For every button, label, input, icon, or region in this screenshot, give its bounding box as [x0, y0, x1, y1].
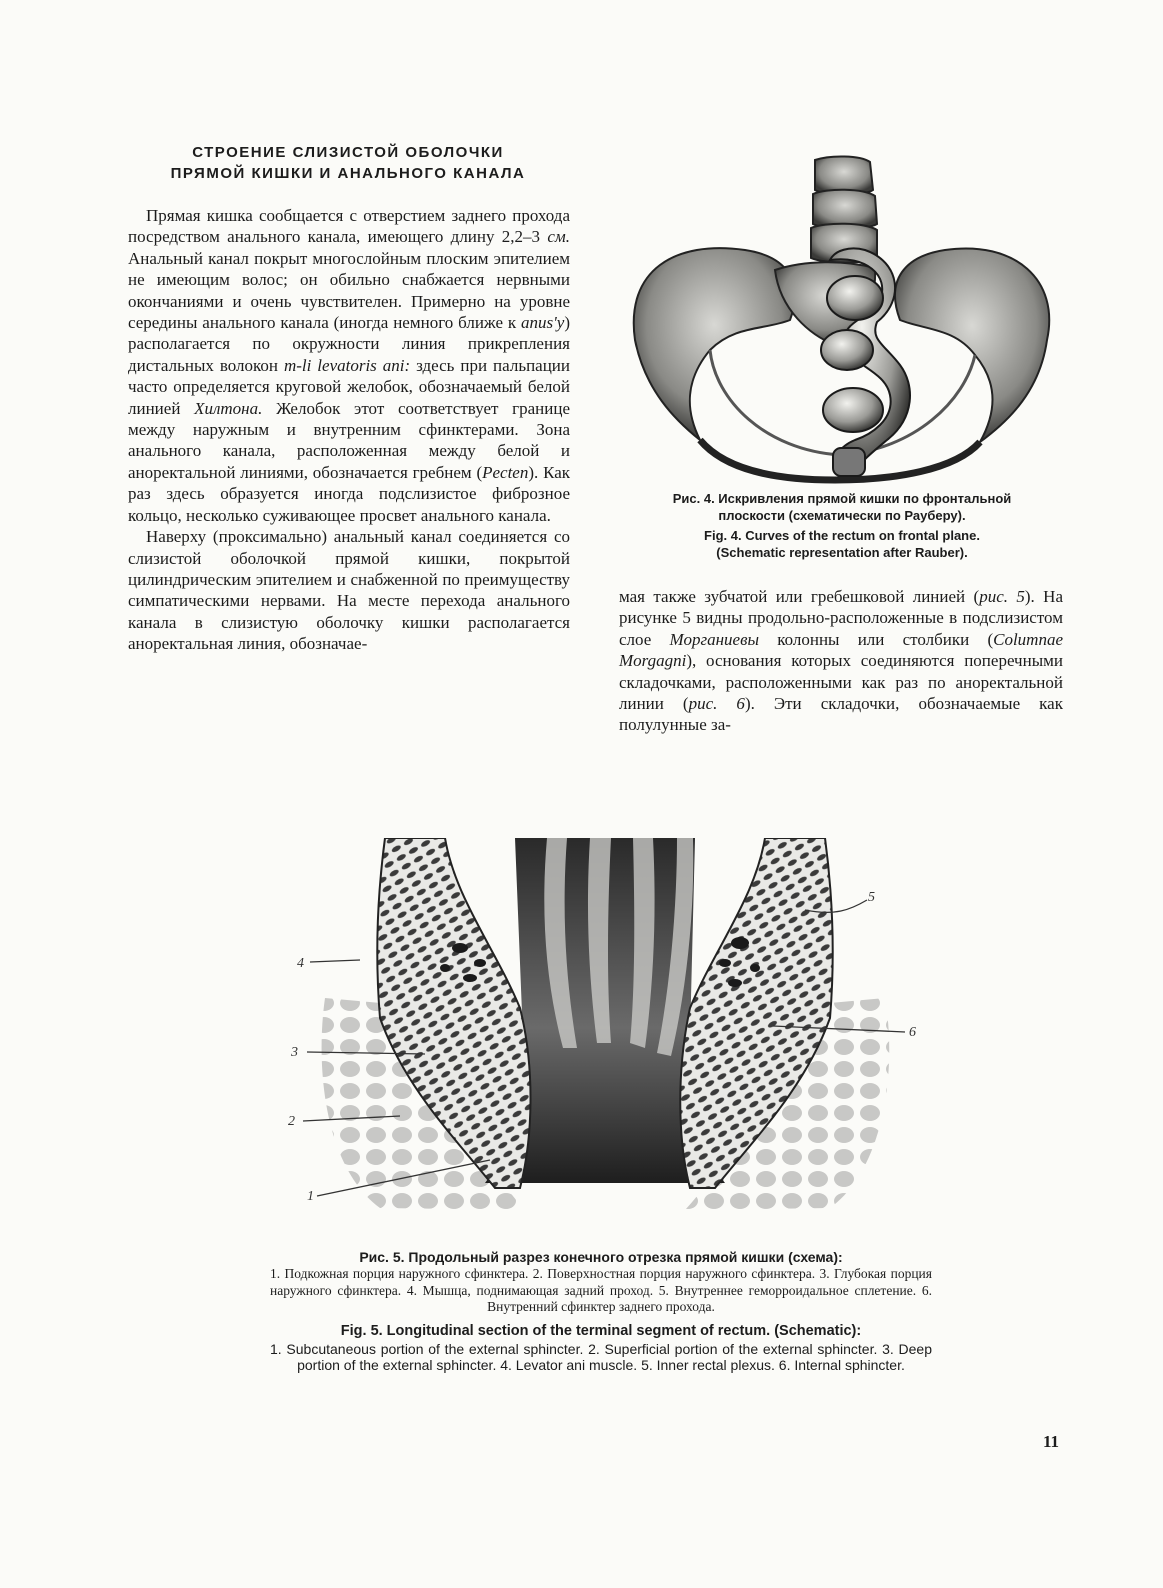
- heading-line-1: СТРОЕНИЕ СЛИЗИСТОЙ ОБОЛОЧКИ: [192, 144, 504, 161]
- paragraph-3: [619, 586, 1063, 736]
- right-iliac-wing: [895, 248, 1049, 442]
- text-run: колонны или столбики (: [777, 629, 994, 649]
- fig4-caption-ru: [612, 490, 1072, 524]
- figure-5-caption: [270, 1248, 932, 1374]
- page-number: 11: [1043, 1432, 1060, 1451]
- figure-5-label-3: 3: [291, 1045, 298, 1060]
- figure-5-label-5: 5: [868, 890, 875, 905]
- fig5-caption-en-title: Fig. 5. Longitudinal section of the terminal segment of rectum. (Schematic):: [340, 1322, 862, 1339]
- figure-5-label-1: 1: [307, 1189, 314, 1204]
- text-run: ), основания которых соединяются поперечными складочками, расположенными как раз по аноректальной линии (: [619, 651, 1063, 714]
- left-iliac-wing: [634, 248, 795, 440]
- fig5-caption-en-body: 1. Subcutaneous portion of the external sphincter. 2. Superficial portion of the external sphincter. 3. Deep portion of the external sphincter. 4. Levator ani muscle. 5. Inner rectal plexus. 6. Internal sphincter.: [270, 1340, 932, 1373]
- figure-5-label-2: 2: [288, 1114, 295, 1129]
- text-run: Анальный канал покрыт многослойным плоским эпителием не имеющим волос; он обильно снабжается нервными окончаниями и очень чувствителен. Примерно на уровне середины анального канала (иногда немного ближе к: [128, 248, 570, 333]
- term-anus: anus'у: [521, 313, 565, 333]
- figure-4-caption: [612, 490, 1072, 561]
- fig5-caption-ru-title: Рис. 5. Продольный разрез конечного отрезка прямой кишки (схема):: [359, 1249, 843, 1265]
- figure-4-pelvis-illustration: [615, 150, 1067, 485]
- text-run: здесь при пальпации часто определяется круговой желобок, обозначаемый белой линией: [128, 355, 571, 418]
- term-morgani: Морганиевы: [669, 629, 759, 649]
- term-pecten: Pecten: [482, 462, 529, 482]
- figure-ref-5: рис. 5: [979, 587, 1025, 606]
- fig4-caption-en: [612, 527, 1072, 561]
- fig5-caption-ru-body: 1. Подкожная порция наружного сфинктера. 2. Поверхностная порция наружного сфинктера. 3. Глубокая порция наружного сфинктера. 4. Мышца, поднимающая задний проход. 5. Внутреннее геморроидальное сплетение. 6. Внутренний сфинктер заднего прохода.: [270, 1266, 932, 1314]
- figure-5-label-4: 4: [297, 956, 304, 971]
- term-levator: m-li levatoris ani:: [283, 355, 411, 375]
- text-run: Желобок этот соответствует границе между наружным и внутренним сфинктерами. Зона анального канала, расположенная между белой и аноректальной линиями, обозначается гребнем (: [128, 398, 571, 482]
- paragraph-1: [128, 205, 570, 526]
- text-run: мая также зубчатой или гребешковой линией (: [619, 587, 980, 606]
- figure-5-label-6: 6: [909, 1025, 916, 1040]
- text-run: ). Как раз здесь образуется иногда подслизистое фиброзное кольцо, несколько суживающее просвет анального канала.: [128, 462, 570, 525]
- term-columnae: Columnae Morgagni: [619, 629, 1064, 671]
- caption-line: (Schematic representation after Rauber).: [716, 545, 968, 560]
- caption-line: плоскости (схематически по Рауберу).: [718, 508, 966, 523]
- caption-line: Fig. 4. Curves of the rectum on frontal plane.: [704, 528, 980, 543]
- text-run: ). На рисунке 5 видны продольно-расположенные в подслизистом слое: [619, 587, 1063, 649]
- left-column: [128, 205, 570, 655]
- text-unit: см.: [547, 227, 570, 247]
- text-run: ). Эти складочки, обозначаемые как полулунные за-: [619, 694, 1063, 735]
- section-heading: [128, 142, 568, 184]
- text-run: ) располагается по окружности линия прикрепления дистальных волокон: [128, 313, 570, 375]
- paragraph-2: Наверху (проксимально) анальный канал соединяется со слизистой оболочкой прямой кишки, покрытой цилиндрическим эпителием и снабженной по преимуществу симпатическими нервами. На месте перехода анального канала в слизистую оболочку кишки располагается аноректальная линия, обозначае-: [128, 527, 570, 654]
- right-column: [619, 586, 1063, 736]
- text-run: Прямая кишка сообщается с отверстием заднего прохода посредством анального канала, имеющего длину 2,2–3: [128, 206, 570, 247]
- figure-5-section-illustration: [285, 838, 925, 1210]
- heading-line-2: ПРЯМОЙ КИШКИ И АНАЛЬНОГО КАНАЛА: [170, 165, 526, 182]
- figure-ref-6: рис. 6: [688, 694, 745, 714]
- caption-line: Рис. 4. Искривления прямой кишки по фронтальной: [672, 491, 1012, 506]
- term-hilton: Хилтона.: [194, 398, 263, 418]
